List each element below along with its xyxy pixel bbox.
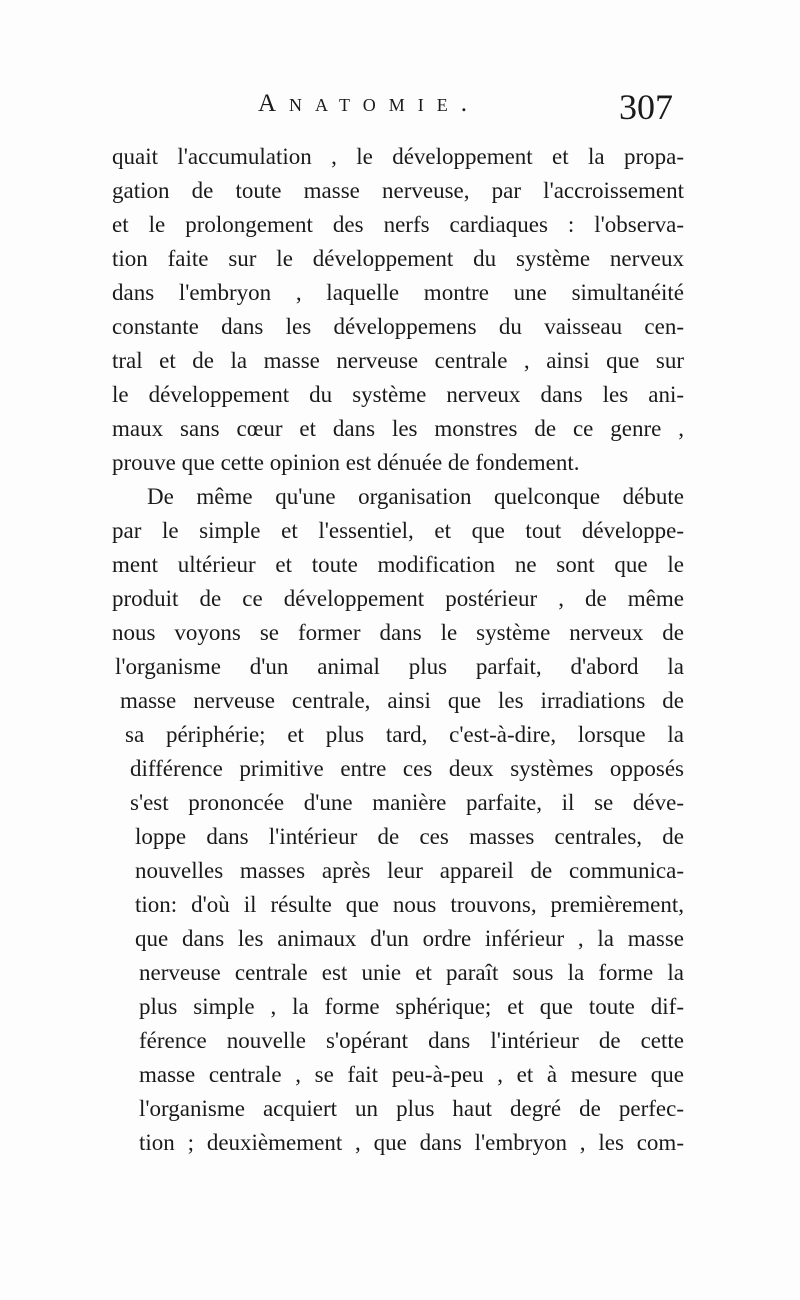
text-line: tion: d'où il résulte que nous trouvons, premièrement, [135,892,684,917]
text-line: nous voyons se former dans le système nerveux de [112,620,684,645]
text-line: férence nouvelle s'opérant dans l'intérieur de cette [139,1028,684,1053]
text-line: nouvelles masses après leur appareil de communica- [135,858,684,883]
text-line: tion ; deuxièmement , que dans l'embryon , les com- [139,1130,684,1155]
text-line: masse nerveuse centrale, ainsi que les irradiations de [120,688,684,713]
text-line: tral et de la masse nerveuse centrale , ainsi que sur [112,348,684,373]
text-line: l'organisme d'un animal plus parfait, d'abord la [115,654,684,679]
page-number: 307 [619,87,673,127]
text-line: gation de toute masse nerveuse, par l'accroissement [112,178,684,203]
text-line: et le prolongement des nerfs cardiaques : l'observa- [112,212,684,237]
text-line: nerveuse centrale est unie et paraît sous la forme la [139,960,684,985]
text-line: prouve que cette opinion est dénuée de fondement. [112,450,580,475]
text-line: que dans les animaux d'un ordre inférieur , la masse [135,926,684,951]
text-line: constante dans les développemens du vaisseau cen- [112,314,684,339]
text-line: produit de ce développement postérieur , de même [112,586,684,611]
text-line: différence primitive entre ces deux systèmes opposés [130,756,684,781]
text-line: l'organisme acquiert un plus haut degré de perfec- [139,1096,684,1121]
text-line: ment ultérieur et toute modification ne sont que le [112,552,684,577]
text-line: maux sans cœur et dans les monstres de ce genre , [112,416,684,441]
body-text [112,140,684,1160]
text-line: dans l'embryon , laquelle montre une simultanéité [112,280,684,305]
text-line: le développement du système nerveux dans les ani- [112,382,684,407]
text-line: masse centrale , se fait peu-à-peu , et à mesure que [139,1062,684,1087]
text-line: plus simple , la forme sphérique; et que toute dif- [139,994,684,1019]
text-line: loppe dans l'intérieur de ces masses centrales, de [135,824,684,849]
text-line: quait l'accumulation , le développement et la propa- [112,144,684,169]
paragraph-start-line: De même qu'une organisation quelconque débute [147,484,684,509]
text-line: par le simple et l'essentiel, et que tout développe- [112,518,684,543]
running-head-title: Anatomie. [258,90,480,117]
text-line: s'est prononcée d'une manière parfaite, il se déve- [130,790,684,815]
running-head [110,86,685,130]
text-line: sa périphérie; et plus tard, c'est-à-dire, lorsque la [125,722,684,747]
text-line: tion faite sur le développement du système nerveux [112,246,684,271]
